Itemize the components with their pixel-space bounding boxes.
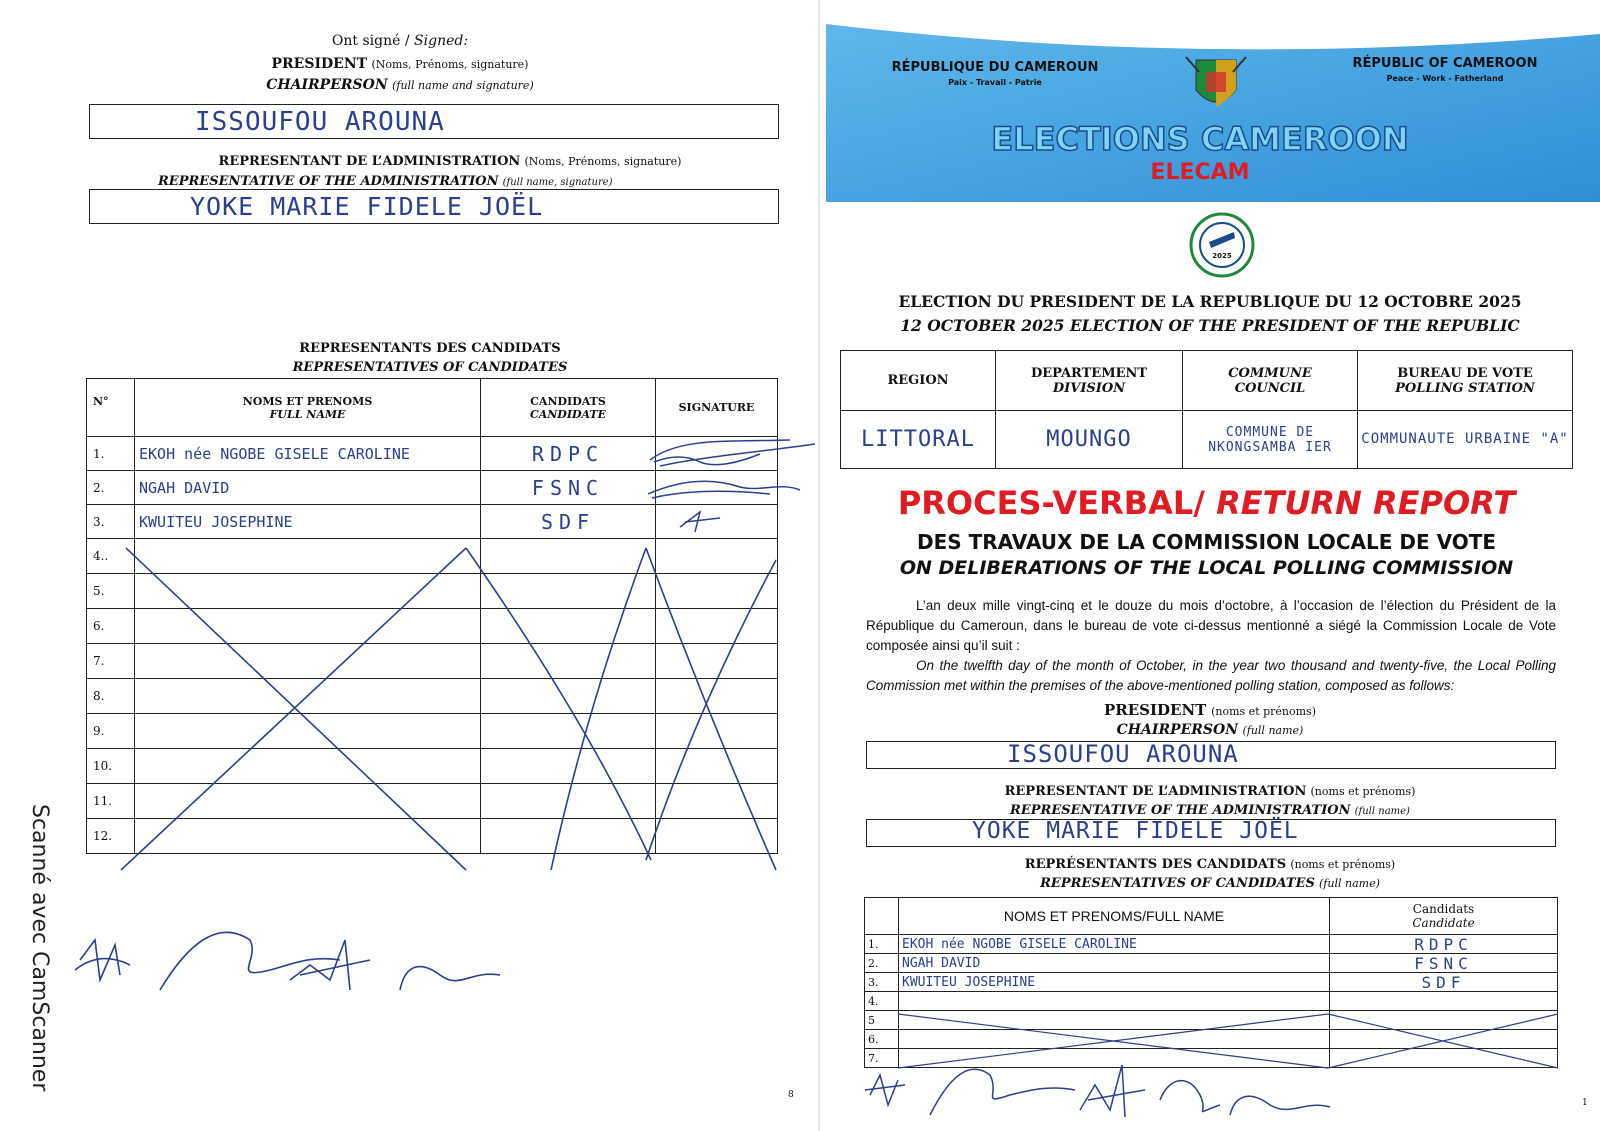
report-title: PROCES-VERBAL/ RETURN REPORT [897, 484, 1516, 522]
header-names: NOMS ET PRENOMS FULL NAME [135, 379, 481, 437]
division-value: MOUNGO [996, 411, 1183, 469]
table-row [865, 973, 1558, 992]
cancel-stroke [466, 548, 651, 860]
row-full-name: KWUITEU JOSEPHINE [135, 505, 481, 539]
row-full-name: EKOH née NGOBE GISELE CAROLINE [899, 935, 1330, 954]
row-full-name: NGAH DAVID [135, 471, 481, 505]
header-no: N° [87, 379, 135, 437]
right-admin-name: YOKE MARIE FIDELE JOËL [972, 818, 1299, 844]
admin-label: REPRESENTANT DE L’ADMINISTRATION (Noms, Prénoms, signature) [218, 154, 682, 169]
location-header-row [841, 351, 1573, 411]
right-page-number: 1 [1582, 1098, 1588, 1108]
header-polling-station: BUREAU DE VOTE POLLING STATION [1358, 351, 1573, 411]
signature [930, 1069, 1075, 1115]
header-council: COMMUNE COUNCIL [1183, 351, 1358, 411]
signature [1080, 1065, 1145, 1117]
row-candidate: SDF [481, 505, 656, 539]
row-candidate: SDF [1330, 973, 1558, 992]
right-header-no [865, 898, 899, 935]
row-number: 2. [87, 471, 135, 505]
row-number: 8. [87, 679, 135, 714]
table-row [865, 992, 1558, 1011]
polling-station-value: COMMUNAUTE URBAINE "A" [1358, 411, 1573, 469]
row-full-name [899, 992, 1330, 1011]
signature [1230, 1096, 1330, 1115]
row-full-name: EKOH née NGOBE GISELE CAROLINE [135, 437, 481, 471]
row-number: 1. [865, 935, 899, 954]
table-row [865, 954, 1558, 973]
right-reps-label-en: REPRESENTATIVES OF CANDIDATES (full name) [1040, 876, 1380, 891]
row-candidate: RDPC [481, 437, 656, 471]
right-president-name-box [866, 741, 1556, 769]
president-name: ISSOUFOU AROUNA [195, 107, 445, 137]
org-acronym: ELECAM [1150, 160, 1250, 185]
right-admin-label-en: REPRESENTATIVE OF THE ADMINISTRATION (full name) [1010, 803, 1410, 818]
left-table-cancel-strokes [86, 540, 778, 875]
row-number: 3. [87, 505, 135, 539]
motto-en: Peace - Work - Fatherland [1386, 74, 1504, 83]
table-header-row [87, 379, 778, 437]
row-number: 1. [87, 437, 135, 471]
coat-of-arms-icon [1181, 52, 1251, 118]
cancel-stroke [646, 560, 776, 860]
region-value: LITTORAL [841, 411, 996, 469]
president-name-box [89, 104, 779, 139]
row-full-name: KWUITEU JOSEPHINE [899, 973, 1330, 992]
election-seal-icon [1189, 212, 1255, 278]
row-number: 3. [865, 973, 899, 992]
signature [400, 967, 500, 990]
row-candidate: FSNC [1330, 954, 1558, 973]
page-gutter [818, 0, 820, 1131]
location-value-row [841, 411, 1573, 469]
row-number: 7. [87, 644, 135, 679]
subtitle-en: ON DELIBERATIONS OF THE LOCAL POLLING COMMISSION [899, 557, 1514, 579]
admin-label-en: REPRESENTATIVE OF THE ADMINISTRATION (full name, signature) [158, 174, 613, 189]
signature-3 [680, 512, 720, 532]
reps-heading: REPRESENTANTS DES CANDIDATS [299, 341, 561, 356]
right-header-names: NOMS ET PRENOMS/FULL NAME [899, 898, 1330, 935]
president-label: PRESIDENT (Noms, Prénoms, signature) [271, 56, 529, 72]
header-region: REGION [841, 351, 996, 411]
row-number: 11. [87, 784, 135, 819]
left-bottom-signatures [60, 920, 580, 1020]
left-table-signatures [640, 432, 820, 542]
reps-heading-en: REPRESENTATIVES OF CANDIDATES [292, 360, 568, 375]
row-number: 4.. [87, 539, 135, 574]
signature-2 [648, 481, 800, 498]
admin-name: YOKE MARIE FIDELE JOËL [190, 192, 544, 221]
row-full-name: NGAH DAVID [899, 954, 1330, 973]
paragraph-fr: L’an deux mille vingt-cinq et le douze du mois d’octobre, à l’occasion de l’élection du Président de la République du Cameroun, dans le bureau de vote ci-dessus mentionné a siégé la Commission Locale de Vote composée ainsi qu’il suit : [866, 598, 1556, 653]
row-number: 9. [87, 714, 135, 749]
table-row [865, 935, 1558, 954]
chairperson-label: CHAIRPERSON (full name and signature) [266, 77, 534, 93]
signature [1160, 1081, 1220, 1112]
signature-1 [650, 440, 815, 466]
header-division: DEPARTEMENT DIVISION [996, 351, 1183, 411]
council-value: COMMUNE DE NKONGSAMBA IER [1183, 411, 1358, 469]
right-admin-label: REPRESENTANT DE L’ADMINISTRATION (noms et prénoms) [1004, 784, 1416, 799]
cancel-stroke [1328, 1014, 1558, 1068]
admin-name-box [89, 189, 779, 224]
row-candidate: FSNC [481, 471, 656, 505]
motto-fr: Paix - Travail - Patrie [948, 78, 1042, 87]
signature [75, 940, 130, 980]
right-reps-label: REPRÉSENTANTS DES CANDIDATS (noms et prénoms) [1024, 857, 1396, 872]
row-number: 5 [865, 1011, 899, 1030]
election-title-en: 12 OCTOBER 2025 ELECTION OF THE PRESIDENT OF THE REPUBLIC [900, 316, 1520, 335]
org-name: ELECTIONS CAMEROON [991, 120, 1409, 158]
seal-year: 2025 [1212, 252, 1232, 260]
right-bottom-signatures [860, 1055, 1340, 1127]
right-header-candidates: Candidats Candidate [1330, 898, 1558, 935]
paragraph-en: On the twelfth day of the month of October, in the year two thousand and twenty-five, the Local Polling Commission met within the premises of the above-mentioned polling station, composed as follows: [866, 658, 1556, 693]
right-president-label: PRESIDENT (noms et prénoms) [1103, 701, 1316, 719]
camscanner-watermark: Scanné avec CamScanner [27, 804, 52, 1092]
row-number: 12. [87, 819, 135, 854]
header-candidates: CANDIDATS CANDIDATE [481, 379, 656, 437]
row-number: 6. [87, 609, 135, 644]
election-title-fr: ELECTION DU PRESIDENT DE LA REPUBLIQUE DU 12 OCTOBRE 2025 [898, 292, 1522, 311]
republic-en: RÉPUBLIC OF CAMEROON [1352, 56, 1538, 71]
left-page-number: 8 [788, 1090, 794, 1100]
right-chairperson-label: CHAIRPERSON (full name) [1116, 722, 1304, 738]
signed-heading: Ont signé / Signed: [331, 33, 469, 49]
republic-fr: RÉPUBLIQUE DU CAMEROUN [891, 60, 1099, 75]
row-candidate [1330, 992, 1558, 1011]
right-president-name: ISSOUFOU AROUNA [1007, 740, 1239, 768]
subtitle-fr: DES TRAVAUX DE LA COMMISSION LOCALE DE VOTE [916, 530, 1496, 554]
location-table [840, 350, 1573, 469]
signature [290, 940, 370, 990]
row-number: 6. [865, 1030, 899, 1049]
row-number: 2. [865, 954, 899, 973]
row-number: 5. [87, 574, 135, 609]
signature [865, 1075, 905, 1105]
right-admin-name-box [866, 819, 1556, 847]
row-number: 4. [865, 992, 899, 1011]
row-number: 7. [865, 1049, 899, 1068]
row-number: 10. [87, 749, 135, 784]
header-signature: SIGNATURE [656, 379, 778, 437]
signature [160, 932, 340, 990]
row-candidate: RDPC [1330, 935, 1558, 954]
right-table-header-row [865, 898, 1558, 935]
